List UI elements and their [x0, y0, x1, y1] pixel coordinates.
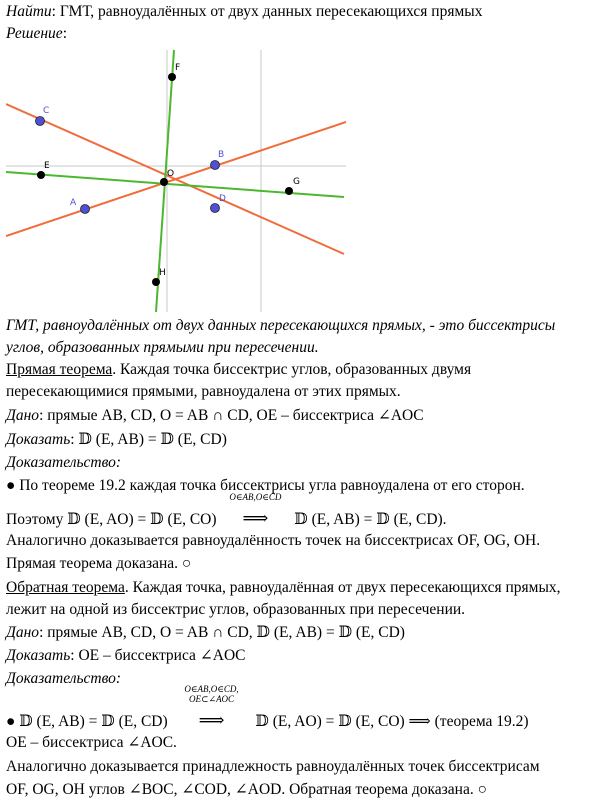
- label-f: F: [175, 63, 181, 73]
- label-h: H: [159, 268, 166, 278]
- converse-cond-top: O∈AB,O∈CD,: [184, 684, 239, 694]
- converse-bullet-left: ● 𝔻 (E, AB) = 𝔻 (E, CD): [6, 713, 168, 730]
- point-a: [81, 205, 90, 214]
- label-o: O: [167, 169, 175, 179]
- converse-proof-heading: [6, 669, 121, 689]
- given-text: : прямые AB, CD, O = AB ∩ CD, OE – биссектриса ∠AOC: [39, 407, 424, 424]
- converse-theorem-line-1: [6, 578, 561, 598]
- therefore-left: Поэтому 𝔻 (E, AO) = 𝔻 (E, CO): [6, 511, 217, 528]
- direct-theorem-title: Прямая теорема: [6, 361, 113, 378]
- label-g: G: [293, 177, 300, 187]
- direct-bullet: ● По теореме 19.2 каждая точка биссектрисы угла равноудалена от его сторон.: [6, 477, 525, 494]
- direct-theorem-line-2: пересекающимися прямыми, равноудалена от этих прямых.: [6, 383, 401, 400]
- label-e: E: [44, 161, 50, 171]
- direct-given: [6, 406, 424, 426]
- converse-theorem-line-2: лежит на одной из биссектрис углов, образованных при пересечении.: [6, 601, 466, 618]
- direct-prove: [6, 430, 227, 450]
- converse-proof-label: Доказательство: [6, 670, 116, 687]
- find-text: : ГМТ, равноудалённых от двух данных пересекающихся прямых: [51, 3, 483, 20]
- direct-theorem-text-1: . Каждая точка биссектрис углов, образованных двумя: [112, 361, 472, 378]
- proof-label: Доказательство: [6, 454, 116, 471]
- therefore-right: 𝔻 (E, AB) = 𝔻 (E, CD).: [294, 511, 447, 528]
- converse-similar-2: OF, OG, OH углов ∠BOC, ∠COD, ∠AOD. Обратная теорема доказана. ○: [6, 781, 487, 798]
- converse-cond-bottom: OE⊂∠AOC: [188, 694, 235, 704]
- task-line: [6, 2, 482, 22]
- point-e: [37, 171, 45, 179]
- point-c: [36, 117, 45, 126]
- geometry-figure: [6, 44, 346, 314]
- point-d: [211, 204, 220, 213]
- converse-prove-label: Доказать: [6, 647, 71, 664]
- converse-bullet-right: 𝔻 (E, AO) = 𝔻 (E, CO) ⟹ (теорема 19.2): [255, 713, 529, 730]
- statement-line-2: углов, образованных прямыми при пересечении.: [6, 339, 319, 356]
- converse-implies-icon: ⟹: [198, 710, 225, 730]
- proof-colon: :: [115, 454, 122, 471]
- solution-label: Решение: [6, 25, 63, 42]
- prove-label: Доказать: [6, 431, 71, 448]
- direct-proof-heading: [6, 453, 121, 473]
- find-label: Найти: [6, 3, 52, 20]
- converse-theorem-text-1: . Каждая точка, равноудалённая от двух пересекающихся прямых,: [124, 579, 561, 596]
- solution-line: [6, 24, 67, 44]
- label-b: B: [218, 150, 225, 160]
- direct-therefore: [6, 492, 447, 530]
- converse-theorem-title: Обратная теорема: [6, 579, 125, 596]
- converse-prove: [6, 646, 246, 666]
- converse-given-label: Дано: [6, 624, 40, 641]
- implies-condition: O∈AB,O∈CD: [229, 492, 282, 502]
- converse-implies-arrow: [172, 684, 252, 732]
- point-o: [160, 178, 168, 186]
- converse-bullet: [6, 684, 529, 732]
- point-f: [168, 73, 176, 81]
- label-a: A: [70, 198, 77, 208]
- point-h: [152, 278, 160, 286]
- converse-given-text: : прямые AB, CD, O = AB ∩ CD, 𝔻 (E, AB) = 𝔻 (E, CD): [39, 624, 405, 641]
- implies-arrow: [220, 492, 290, 530]
- prove-text: : 𝔻 (E, AB) = 𝔻 (E, CD): [70, 431, 227, 448]
- converse-proof-colon: :: [115, 670, 122, 687]
- given-label: Дано: [6, 407, 40, 424]
- label-c: C: [43, 106, 50, 116]
- point-b: [211, 161, 220, 170]
- solution-colon: :: [62, 25, 67, 42]
- point-g: [285, 187, 293, 195]
- implies-icon: ⟹: [242, 508, 269, 528]
- converse-conclusion: OE – биссектриса ∠AOC.: [6, 734, 177, 751]
- converse-given: [6, 623, 405, 643]
- direct-theorem-line-1: [6, 360, 471, 380]
- direct-done: Прямая теорема доказана. ○: [6, 555, 192, 572]
- converse-similar-1: Аналогично доказывается принадлежность равноудалённых точек биссектрисам: [6, 758, 540, 775]
- label-d: D: [219, 194, 226, 204]
- direct-similar: Аналогично доказывается равноудалённость точек на биссектрисах OF, OG, OH.: [6, 532, 541, 549]
- statement-line-1: ГМТ, равноудалённых от двух данных пересекающихся прямых, - это биссектрисы: [6, 317, 556, 334]
- converse-prove-text: : OE – биссектриса ∠AOC: [70, 647, 246, 664]
